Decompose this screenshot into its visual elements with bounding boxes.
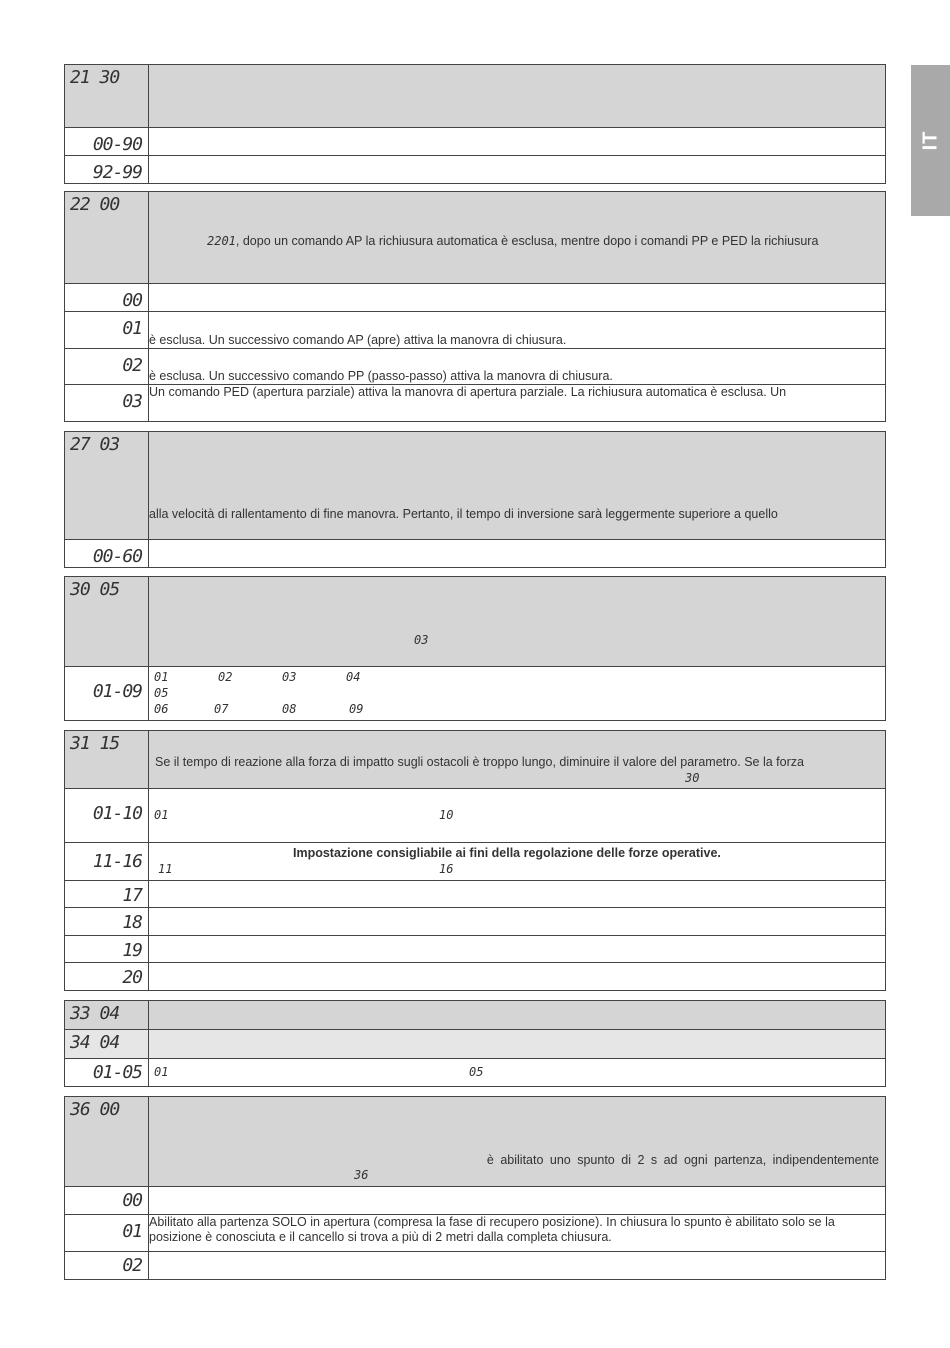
- param-table-3005: [64, 576, 886, 721]
- param-description: [149, 65, 886, 128]
- value-description: [149, 667, 886, 721]
- param-code: 34 04: [65, 1030, 149, 1059]
- value-code: 01: [65, 1215, 149, 1252]
- param-code-reference: 2201: [207, 234, 236, 248]
- value-description: [149, 156, 886, 184]
- value-code: 02: [65, 349, 149, 385]
- value-option: 06: [154, 702, 169, 716]
- value-description: [149, 540, 886, 568]
- param-code-reference: 30: [685, 771, 700, 785]
- param-table-2200: [64, 191, 886, 422]
- param-code: 22 00: [65, 192, 149, 284]
- param-table-3600: [64, 1096, 886, 1280]
- value-code: 00-60: [65, 540, 149, 568]
- value-description: è esclusa. Un successivo comando AP (apre) attiva la manovra di chiusura.: [149, 312, 886, 349]
- language-tab: [911, 65, 950, 216]
- value-description: [149, 128, 886, 156]
- value-description: [149, 963, 886, 991]
- param-description: [149, 577, 886, 667]
- value-description: [149, 881, 886, 908]
- value-option: 05: [154, 686, 169, 700]
- param-code-reference: 03: [414, 633, 429, 647]
- value-code: 18: [65, 908, 149, 936]
- param-description: [149, 731, 886, 789]
- value-code: 03: [65, 385, 149, 422]
- value-code: 00-90: [65, 128, 149, 156]
- value-option: 04: [346, 670, 361, 684]
- param-table-2703: [64, 431, 886, 568]
- param-description: [149, 1097, 886, 1187]
- value-option: 08: [282, 702, 297, 716]
- value-description: [149, 843, 886, 881]
- range-to: 05: [469, 1065, 484, 1079]
- param-code: 36 00: [65, 1097, 149, 1187]
- param-description: [149, 1030, 886, 1059]
- param-description-text: è abilitato uno spunto di 2 s ad ogni partenza, indipendentemente: [486, 1153, 879, 1167]
- value-code: 11-16: [65, 843, 149, 881]
- value-option: 02: [218, 670, 233, 684]
- param-description: alla velocità di rallentamento di fine manovra. Pertanto, il tempo di inversione sarà leggermente superiore a quello: [149, 432, 886, 540]
- range-from: 01: [154, 1065, 169, 1079]
- value-description: [149, 789, 886, 843]
- value-code: 00: [65, 1187, 149, 1215]
- value-code: 17: [65, 881, 149, 908]
- param-description: [149, 192, 886, 284]
- param-description-text: Se il tempo di reazione alla forza di impatto sugli ostacoli è troppo lungo, diminuire il valore del parametro. Se la forza: [155, 755, 804, 769]
- value-code: 01-09: [65, 667, 149, 721]
- param-table-3304-3404: [64, 1000, 886, 1087]
- value-description: Un comando PED (apertura parziale) attiva la manovra di apertura parziale. La richiusura automatica è esclusa. Un: [149, 385, 886, 422]
- value-option: 01: [154, 670, 169, 684]
- value-code: 92-99: [65, 156, 149, 184]
- param-code: 33 04: [65, 1001, 149, 1030]
- value-description: Abilitato alla partenza SOLO in apertura (compresa la fase di recupero posizione). In chiusura lo spunto è abilitato solo se la posizione è conosciuta e il cancello si trova a più di 2 metri dalla completa chiusura.: [149, 1215, 886, 1252]
- value-description: [149, 908, 886, 936]
- value-description: [149, 284, 886, 312]
- range-from: 11: [158, 862, 173, 876]
- value-code: 01: [65, 312, 149, 349]
- range-to: 10: [439, 808, 454, 822]
- param-code-reference: 36: [354, 1168, 369, 1182]
- recommended-note: Impostazione consigliabile ai fini della regolazione delle forze operative.: [293, 846, 721, 860]
- range-from: 01: [154, 808, 169, 822]
- value-code: 01-05: [65, 1059, 149, 1087]
- param-table-2130: [64, 64, 886, 184]
- param-code: 31 15: [65, 731, 149, 789]
- value-code: 19: [65, 936, 149, 963]
- param-code: 27 03: [65, 432, 149, 540]
- value-option: 09: [349, 702, 364, 716]
- param-description-text: , dopo un comando AP la richiusura automatica è esclusa, mentre dopo i comandi PP e PED la richiusura: [235, 234, 819, 248]
- value-option: 03: [282, 670, 297, 684]
- param-code: 21 30: [65, 65, 149, 128]
- value-code: 01-10: [65, 789, 149, 843]
- param-description: [149, 1001, 886, 1030]
- value-description: [149, 1059, 886, 1087]
- value-description: [149, 1187, 886, 1215]
- value-option: 07: [214, 702, 229, 716]
- value-code: 02: [65, 1252, 149, 1280]
- value-description: è esclusa. Un successivo comando PP (passo-passo) attiva la manovra di chiusura.: [149, 349, 886, 385]
- range-to: 16: [439, 862, 454, 876]
- value-description: [149, 1252, 886, 1280]
- value-code: 00: [65, 284, 149, 312]
- param-table-3115: [64, 730, 886, 991]
- value-description: [149, 936, 886, 963]
- param-code: 30 05: [65, 577, 149, 667]
- language-tab-label: IT: [919, 130, 941, 151]
- value-code: 20: [65, 963, 149, 991]
